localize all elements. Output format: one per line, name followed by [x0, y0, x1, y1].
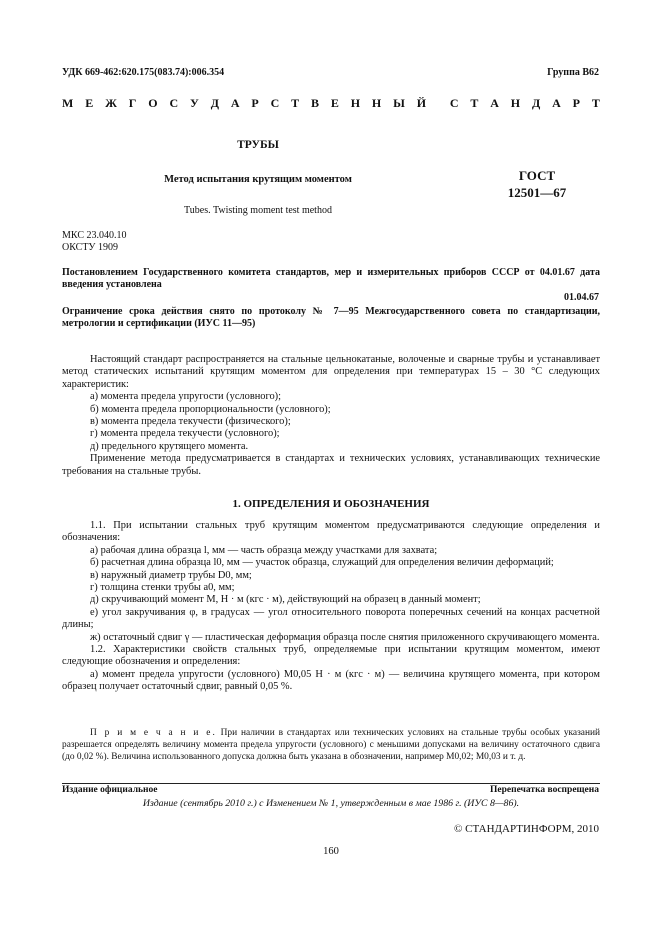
- definitions-section: [62, 520, 600, 694]
- gost-designation: [498, 167, 576, 201]
- banner-letter: У: [190, 96, 199, 110]
- definition-item: д) скручивающий момент M, Н · м (кгс · м), действующий на образец в данный момент;: [90, 594, 481, 606]
- gost-label: ГОСТ: [518, 168, 556, 183]
- clause-1-2: 1.2. Характеристики свойств стальных труб, определяемые при испытании крутящим моментом, имеют следующие обозначения и определения:: [62, 644, 600, 668]
- banner-letter: С: [270, 96, 280, 110]
- page-number: 160: [323, 846, 339, 857]
- banner-letter: Р: [572, 96, 580, 110]
- udc-code: УДК 669-462:620.175(083.74):006.354: [62, 67, 225, 78]
- list-item: в) момента предела текучести (физического);: [90, 416, 291, 428]
- list-item: б) момента предела пропорциональности (условного);: [90, 403, 331, 415]
- banner-letter: Д: [210, 96, 219, 110]
- document-title: ТРУБЫ: [237, 139, 279, 151]
- edition-note: Издание (сентябрь 2010 г.) с Изменением № 1, утвержденным в мае 1986 г. (ИУС 8—86).: [142, 798, 520, 809]
- banner-letter: А: [552, 96, 561, 110]
- standard-banner: [62, 96, 600, 111]
- definition-item: ж) остаточный сдвиг γ — пластическая деформация образца после снятия приложенного скручивающего момента.: [90, 631, 600, 643]
- definition-item: г) толщина стенки трубы a0, мм;: [90, 582, 235, 594]
- note-label: П р и м е ч а н и е.: [90, 728, 217, 738]
- classification-codes: [62, 230, 126, 254]
- official-edition-label: Издание официальное: [62, 785, 158, 795]
- english-title: Tubes. Twisting moment test method: [184, 205, 332, 216]
- footer-divider: [62, 783, 600, 784]
- mks-code: МКС 23.040.10: [62, 230, 127, 241]
- list-item: а) момента предела упругости (условного);: [90, 391, 282, 403]
- banner-letter: С: [449, 96, 459, 110]
- intro-paragraph: Настоящий стандарт распространяется на стальные цельнокатаные, волоченые и сварные трубы и устанавливает метод статических испытаний крутящим моментом для определения при температурах 15 – 30 °С следующих характеристик:: [62, 354, 600, 390]
- restriction-text: Ограничение срока действия снято по протоколу № 7—95 Межгосударственного совета по стандартизации, метрологии и сертификации (ИУС 11—95): [62, 306, 600, 329]
- banner-letter: Д: [531, 96, 541, 110]
- note-block: [62, 727, 600, 763]
- decree-text: Постановлением Государственного комитета стандартов, мер и измерительных приборов СССР от 04.01.67 дата введения установлена: [62, 267, 600, 290]
- banner-letter: М: [62, 96, 74, 110]
- definition-item: б) расчетная длина образца l0, мм — участок образца, служащий для определения величин деформаций;: [90, 557, 554, 569]
- copyright: © СТАНДАРТИНФОРМ, 2010: [454, 823, 599, 835]
- banner-letter: Р: [251, 96, 259, 110]
- banner-letter: С: [169, 96, 179, 110]
- definition-item: в) наружный диаметр трубы D0, мм;: [90, 569, 252, 581]
- section-heading: 1. ОПРЕДЕЛЕНИЯ И ОБОЗНАЧЕНИЯ: [232, 498, 430, 510]
- group-code: Группа В62: [547, 67, 599, 78]
- definition-item: е) угол закручивания φ, в градусах — угол относительного поворота поперечных сечений на концах расчетной длины;: [62, 606, 600, 631]
- banner-letter: А: [230, 96, 240, 110]
- definition-item: а) момент предела упругости (условного) M0,05 Н · м (кгс · м) — величина крутящего момента, при котором образец получает остаточный сдвиг, равный 0,05 %.: [62, 668, 600, 693]
- banner-letter: Т: [470, 96, 479, 110]
- banner-letter: Н: [350, 96, 361, 110]
- intro-section: [62, 354, 600, 478]
- clause-1-1: 1.1. При испытании стальных труб крутящим моментом предусматриваются следующие определения и обозначения:: [62, 520, 600, 544]
- banner-letter: Й: [416, 96, 427, 110]
- banner-letter: О: [148, 96, 158, 110]
- banner-letter: Е: [330, 96, 339, 110]
- okstu-code: ОКСТУ 1909: [62, 242, 119, 253]
- banner-letter: Ж: [105, 96, 117, 110]
- banner-letter: Е: [85, 96, 94, 110]
- banner-letter: Н: [371, 96, 382, 110]
- document-subtitle: Метод испытания крутящим моментом: [164, 174, 352, 185]
- banner-letter: Н: [510, 96, 521, 110]
- banner-letter: Г: [128, 96, 137, 110]
- note-text: При наличии в стандартах или технических условиях на стальные трубы особых указаний разрешается определять величину момента предела упругости (условного) с меньшими допусками на величину остаточного сдвига (до 0,02 %). Величина использованного допуска должна быть указана в обозначении, например M0,02; M0,03 и т. д.: [62, 728, 601, 762]
- banner-letter: Ы: [393, 96, 405, 110]
- reprint-prohibited-label: Перепечатка воспрещена: [489, 785, 599, 795]
- intro-paragraph: Применение метода предусматривается в стандартах и технических условиях, устанавливающих технические требования на стальные трубы.: [62, 453, 600, 477]
- banner-letter: Т: [591, 96, 600, 110]
- gost-number: 12501—67: [507, 185, 567, 200]
- list-item: г) момента предела текучести (условного);: [90, 428, 280, 440]
- banner-letter: А: [490, 96, 499, 110]
- decree-date: 01.04.67: [564, 292, 599, 303]
- definition-item: а) рабочая длина образца l, мм — часть образца между участками для захвата;: [90, 544, 438, 556]
- banner-letter: В: [310, 96, 319, 110]
- list-item: д) предельного крутящего момента.: [90, 440, 249, 452]
- banner-letter: Т: [291, 96, 300, 110]
